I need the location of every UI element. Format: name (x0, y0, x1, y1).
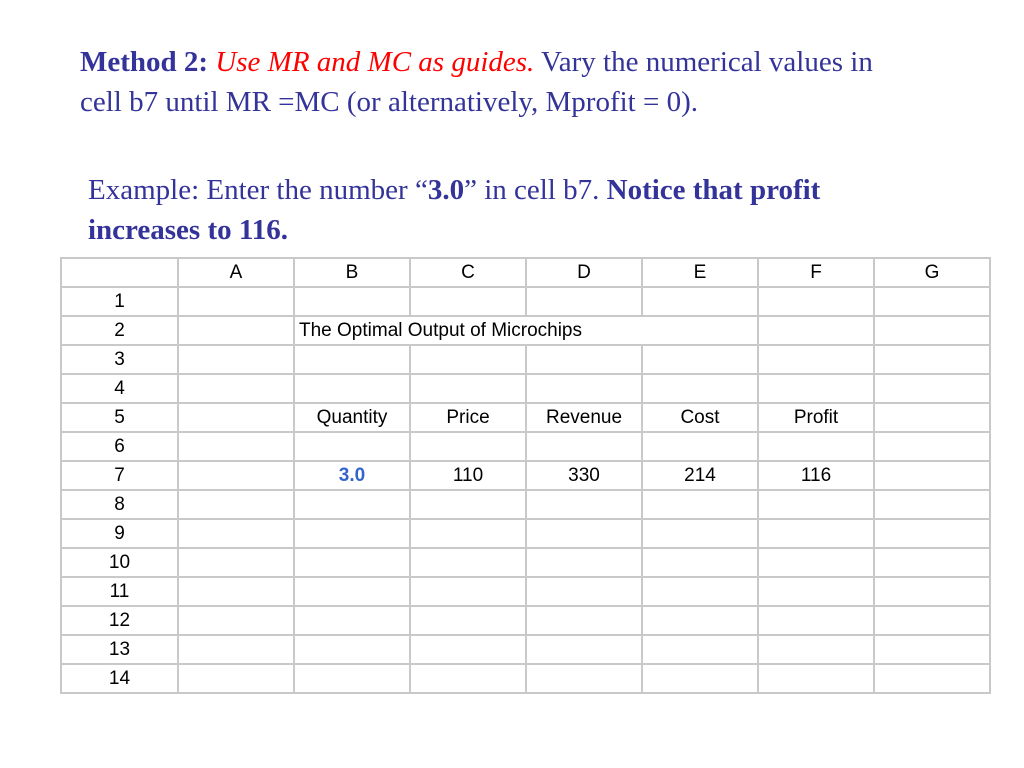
cell-a13[interactable] (178, 635, 294, 664)
cell-g1[interactable] (874, 287, 990, 316)
cell-c13[interactable] (410, 635, 526, 664)
method-body: Vary the numerical values in cell b7 until MR =MC (or alternatively, Mprofit = 0). (80, 46, 873, 118)
cell-g8[interactable] (874, 490, 990, 519)
cell-a10[interactable] (178, 548, 294, 577)
row-header-13[interactable]: 13 (61, 635, 178, 664)
cell-d9[interactable] (526, 519, 642, 548)
cell-c8[interactable] (410, 490, 526, 519)
cell-e9[interactable] (642, 519, 758, 548)
cell-g4[interactable] (874, 374, 990, 403)
table-row (61, 374, 990, 403)
column-header-f[interactable]: F (758, 258, 874, 287)
cell-d6[interactable] (526, 432, 642, 461)
table-row (61, 664, 990, 693)
cell-e10[interactable] (642, 548, 758, 577)
example-suffix: ” in cell b7. (464, 174, 600, 206)
cell-e1[interactable] (642, 287, 758, 316)
row-header-3[interactable]: 3 (61, 345, 178, 374)
column-header-b[interactable]: B (294, 258, 410, 287)
cell-a9[interactable] (178, 519, 294, 548)
row-header-4[interactable]: 4 (61, 374, 178, 403)
cell-a12[interactable] (178, 606, 294, 635)
cell-c6[interactable] (410, 432, 526, 461)
method-guide: Use MR and MC as guides. (215, 46, 535, 78)
table-row (61, 345, 990, 374)
cell-g11[interactable] (874, 577, 990, 606)
price-value[interactable]: 110 (410, 461, 526, 490)
cell-e14[interactable] (642, 664, 758, 693)
cell-c4[interactable] (410, 374, 526, 403)
cell-c14[interactable] (410, 664, 526, 693)
cell-b2[interactable] (294, 316, 582, 345)
cell-e6[interactable] (642, 432, 758, 461)
cell-f3[interactable] (758, 345, 874, 374)
cell-g12[interactable] (874, 606, 990, 635)
table-row (61, 577, 990, 606)
example-paragraph (88, 170, 888, 250)
row-header-8[interactable]: 8 (61, 490, 178, 519)
cell-e4[interactable] (642, 374, 758, 403)
header-price[interactable]: Price (410, 403, 526, 432)
row-header-2[interactable]: 2 (61, 316, 178, 345)
cell-d1[interactable] (526, 287, 642, 316)
cell-e3[interactable] (642, 345, 758, 374)
cell-d10[interactable] (526, 548, 642, 577)
header-revenue[interactable]: Revenue (526, 403, 642, 432)
spreadsheet-grid (60, 257, 991, 694)
row-header-12[interactable]: 12 (61, 606, 178, 635)
column-header-g[interactable]: G (874, 258, 990, 287)
cell-e11[interactable] (642, 577, 758, 606)
cell-c1[interactable] (410, 287, 526, 316)
row-header-9[interactable]: 9 (61, 519, 178, 548)
cell-g13[interactable] (874, 635, 990, 664)
cell-d4[interactable] (526, 374, 642, 403)
table-row (61, 490, 990, 519)
header-profit[interactable]: Profit (758, 403, 874, 432)
row-header-6[interactable]: 6 (61, 432, 178, 461)
cell-f4[interactable] (758, 374, 874, 403)
cell-a6[interactable] (178, 432, 294, 461)
cell-b1[interactable] (294, 287, 410, 316)
column-header-a[interactable]: A (178, 258, 294, 287)
cell-d3[interactable] (526, 345, 642, 374)
example-notice: Notice that profit increases to 116. (88, 174, 821, 246)
cell-b8[interactable] (294, 490, 410, 519)
cell-a4[interactable] (178, 374, 294, 403)
profit-value[interactable]: 116 (758, 461, 874, 490)
header-cost[interactable]: Cost (642, 403, 758, 432)
cell-d12[interactable] (526, 606, 642, 635)
cell-b11[interactable] (294, 577, 410, 606)
cell-a8[interactable] (178, 490, 294, 519)
cell-d11[interactable] (526, 577, 642, 606)
cell-a11[interactable] (178, 577, 294, 606)
cell-e2[interactable] (642, 316, 758, 345)
row-header-7[interactable]: 7 (61, 461, 178, 490)
cell-f8[interactable] (758, 490, 874, 519)
cell-e12[interactable] (642, 606, 758, 635)
table-row (61, 635, 990, 664)
column-header-c[interactable]: C (410, 258, 526, 287)
cell-g2[interactable] (874, 316, 990, 345)
table-row (61, 432, 990, 461)
cell-c11[interactable] (410, 577, 526, 606)
cell-b4[interactable] (294, 374, 410, 403)
cell-f13[interactable] (758, 635, 874, 664)
table-row (61, 316, 990, 345)
quantity-value[interactable]: 3.0 (294, 461, 410, 490)
cell-a3[interactable] (178, 345, 294, 374)
table-row (61, 519, 990, 548)
cell-f10[interactable] (758, 548, 874, 577)
cell-a14[interactable] (178, 664, 294, 693)
column-header-row (61, 258, 990, 287)
cell-b9[interactable] (294, 519, 410, 548)
cell-b14[interactable] (294, 664, 410, 693)
column-header-d[interactable]: D (526, 258, 642, 287)
table-row (61, 287, 990, 316)
cell-f12[interactable] (758, 606, 874, 635)
row-header-10[interactable]: 10 (61, 548, 178, 577)
cell-b13[interactable] (294, 635, 410, 664)
cell-f1[interactable] (758, 287, 874, 316)
cell-f14[interactable] (758, 664, 874, 693)
cell-g9[interactable] (874, 519, 990, 548)
cell-a5[interactable] (178, 403, 294, 432)
row-header-11[interactable]: 11 (61, 577, 178, 606)
revenue-value[interactable]: 330 (526, 461, 642, 490)
cell-c3[interactable] (410, 345, 526, 374)
cost-value[interactable]: 214 (642, 461, 758, 490)
example-number: 3.0 (427, 174, 465, 206)
cell-g5[interactable] (874, 403, 990, 432)
cell-b3[interactable] (294, 345, 410, 374)
row-header-5[interactable]: 5 (61, 403, 178, 432)
cell-d13[interactable] (526, 635, 642, 664)
row-header-1[interactable]: 1 (61, 287, 178, 316)
cell-g7[interactable] (874, 461, 990, 490)
example-prefix: Example: Enter the number “ (88, 174, 428, 206)
cell-g10[interactable] (874, 548, 990, 577)
method-label: Method 2: (80, 46, 209, 78)
cell-f2[interactable] (758, 316, 874, 345)
cell-f11[interactable] (758, 577, 874, 606)
cell-b6[interactable] (294, 432, 410, 461)
sheet-title: The Optimal Output of Microchips (299, 319, 582, 341)
cell-e13[interactable] (642, 635, 758, 664)
row-header-14[interactable]: 14 (61, 664, 178, 693)
cell-a7[interactable] (178, 461, 294, 490)
cell-g6[interactable] (874, 432, 990, 461)
cell-a1[interactable] (178, 287, 294, 316)
cell-g3[interactable] (874, 345, 990, 374)
cell-c9[interactable] (410, 519, 526, 548)
column-header-e[interactable]: E (642, 258, 758, 287)
cell-b10[interactable] (294, 548, 410, 577)
cell-f9[interactable] (758, 519, 874, 548)
table-row (61, 403, 990, 432)
cell-d14[interactable] (526, 664, 642, 693)
cell-c12[interactable] (410, 606, 526, 635)
cell-c10[interactable] (410, 548, 526, 577)
cell-f6[interactable] (758, 432, 874, 461)
table-row (61, 606, 990, 635)
cell-b12[interactable] (294, 606, 410, 635)
corner-cell[interactable] (61, 258, 178, 287)
cell-g14[interactable] (874, 664, 990, 693)
header-quantity[interactable]: Quantity (294, 403, 410, 432)
method-paragraph (80, 42, 900, 122)
cell-a2[interactable] (178, 316, 294, 345)
cell-d8[interactable] (526, 490, 642, 519)
table-row (61, 461, 990, 490)
cell-e8[interactable] (642, 490, 758, 519)
table-row (61, 548, 990, 577)
